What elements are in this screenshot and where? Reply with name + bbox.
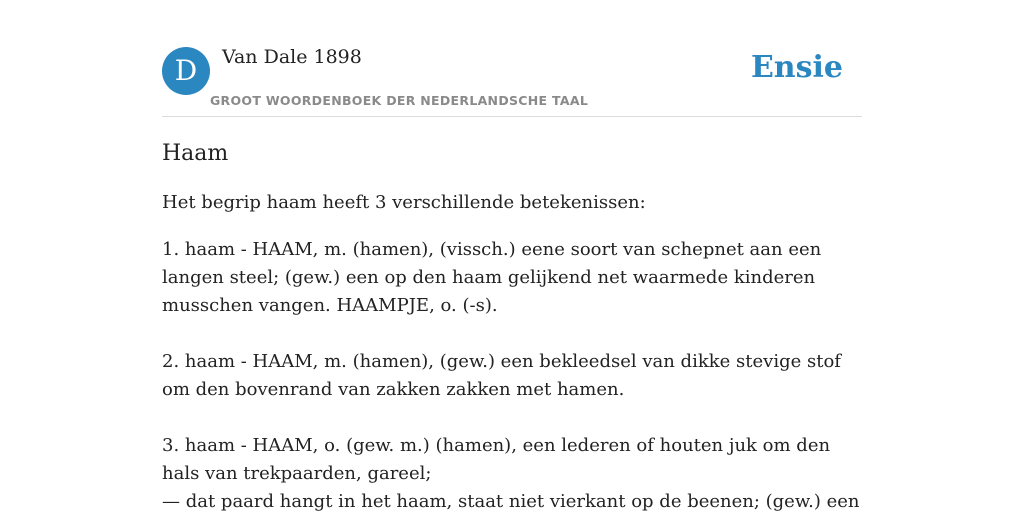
meanings-list — [162, 236, 862, 512]
meaning-text: 2. haam - HAAM, m. (hamen), (gew.) een bekleedsel van dikke stevige stof om den bovenrand van zakken zakken met hamen. — [162, 351, 841, 400]
source-subtitle: GROOT WOORDENBOEK DER NEDERLANDSCHE TAAL — [210, 93, 589, 108]
entry-intro: Het begrip haam heeft 3 verschillende betekenissen: — [162, 192, 646, 213]
meaning-text: 3. haam - HAAM, o. (gew. m.) (hamen), een lederen of houten juk om den hals van trekpaarden, gareel; — [162, 435, 831, 484]
meaning-item — [162, 236, 862, 320]
entry-title: Haam — [162, 141, 229, 166]
meaning-text: 1. haam - HAAM, m. (hamen), (vissch.) eene soort van schepnet aan een langen steel; (gew.) een op den haam gelijkend net waarmede kinderen musschen vangen. HAAMPJE, o. (-s). — [162, 239, 822, 316]
meaning-continuation: — dat paard hangt in het haam, staat niet vierkant op de beenen; (gew.) een — [162, 491, 860, 512]
page-header — [162, 0, 862, 117]
meaning-item — [162, 348, 862, 404]
source-logo[interactable]: D — [162, 47, 210, 95]
meaning-item — [162, 432, 862, 512]
entry-content — [162, 138, 862, 512]
brand-logo[interactable]: Ensie — [750, 50, 843, 85]
source-title[interactable]: Van Dale 1898 — [222, 46, 362, 68]
